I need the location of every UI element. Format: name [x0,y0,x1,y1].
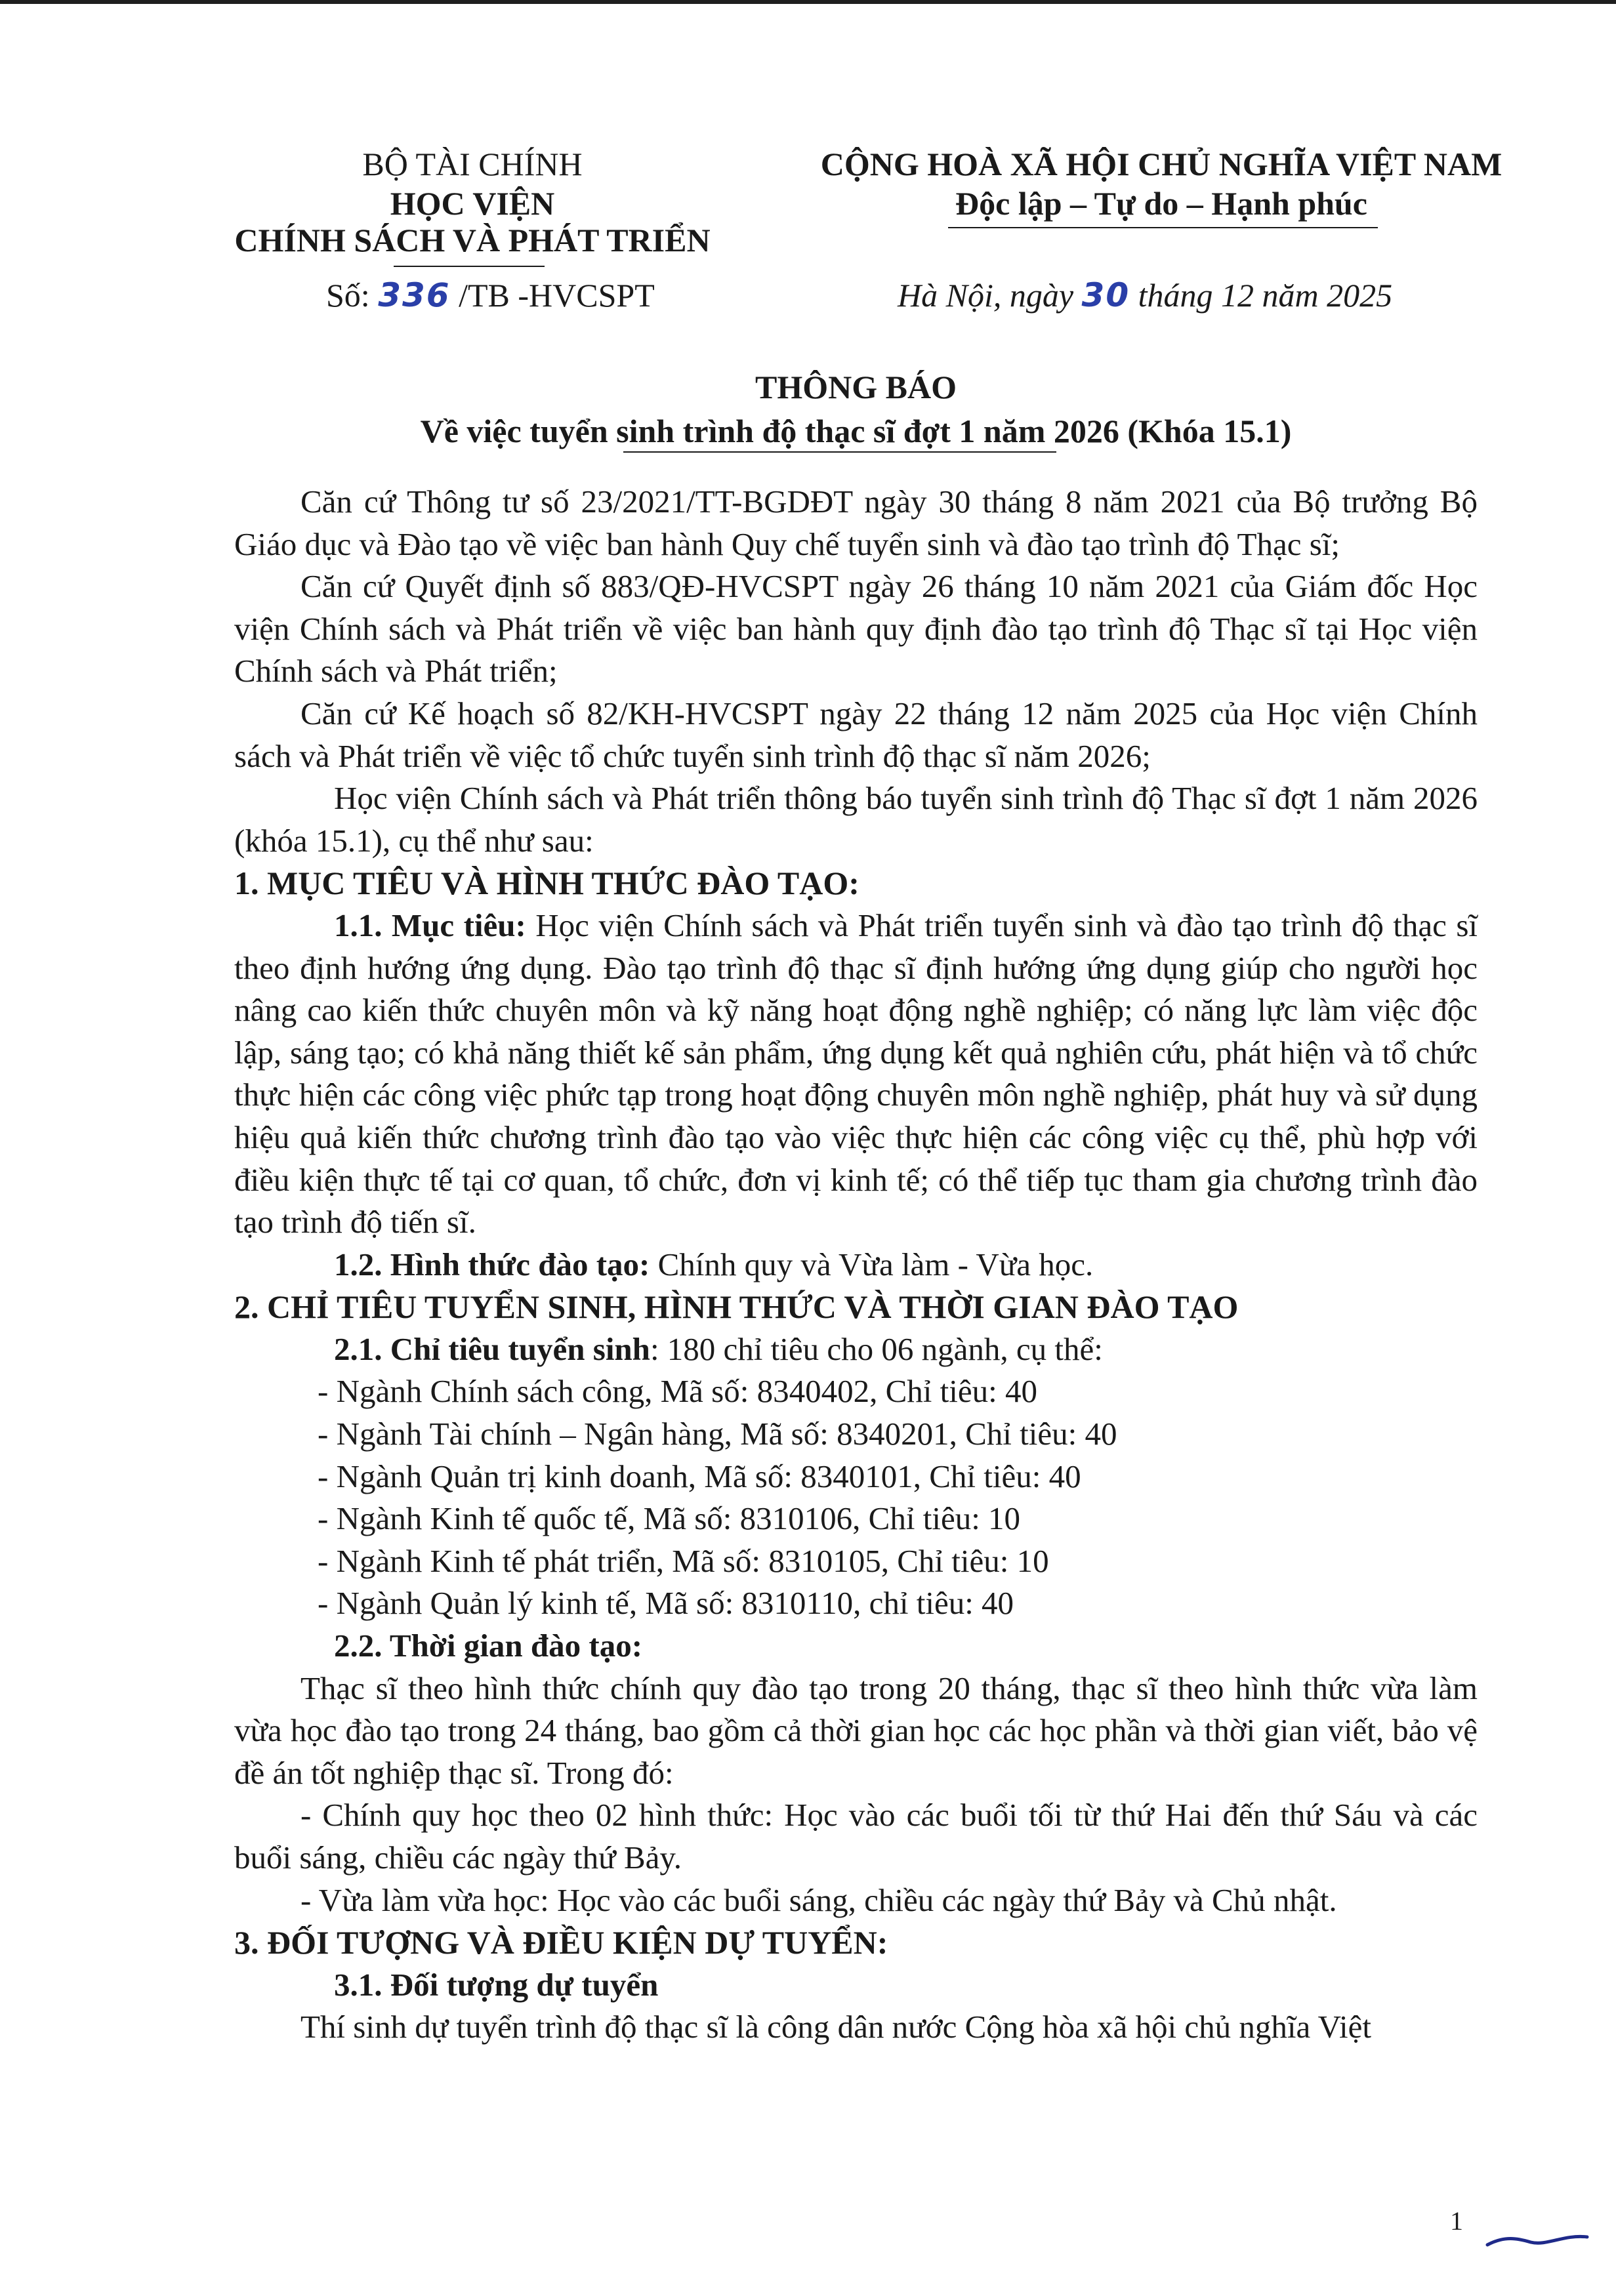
section-1-1-text: Học viện Chính sách và Phát triển tuyển sinh và đào tạo trình độ thạc sĩ theo định hướng ứng dụng. Đào tạo trình độ thạc sĩ định hướng ứng dụng giúp cho người học nâng cao kiến thức chuyên môn và kỹ năng hoạt động nghề nghiệp; có năng lực làm việc độc lập, sáng tạo; có khả năng thiết kế sản phẩm, ứng dụng kết quả nghiên cứu, phát hiện và tổ chức thực hiện các công việc phức tạp trong hoạt động chuyên môn nghề nghiệp, phát huy và sử dụng hiệu quả kiến thức chương trình đào tạo vào việc thực hiện các công việc cụ thể, phù hợp với điều kiện thực tế tại cơ quan, tổ chức, đơn vị kinh tế; có thể tiếp tục tham gia chương trình đào tạo trình độ tiến sĩ. [234,907,1478,1240]
section-3-heading: 3. ĐỐI TƯỢNG VÀ ĐIỀU KIỆN DỰ TUYỂN: [234,1924,888,1961]
section-1-1-label: 1.1. Mục tiêu: [334,907,526,943]
section-1-heading: 1. MỤC TIÊU VÀ HÌNH THỨC ĐÀO TẠO: [234,865,860,902]
academy-name-line1: HỌC VIỆN [390,185,555,222]
academy-name-line2: CHÍNH SÁCH VÀ PHÁT TRIỂN [234,222,711,258]
ministry-name: BỘ TÀI CHÍNH [362,146,583,182]
scan-edge [0,0,1616,4]
date-prefix: Hà Nội, ngày [898,277,1074,314]
section-1-2-paragraph [234,1244,1478,1286]
preamble-paragraph: Căn cứ Quyết định số 883/QĐ-HVCSPT ngày 26 tháng 10 năm 2021 của Giám đốc Học viện Chính sách và Phát triển về việc ban hành quy định đào tạo trình độ Thạc sĩ tại Học viện Chính sách và Phát triển; [234,568,1478,689]
section-1-2-label: 1.2. Hình thức đào tạo: [334,1246,650,1282]
academy-underline [394,266,545,267]
initials-mark-icon [1485,2230,1590,2250]
section-2-1-label: 2.1. Chỉ tiêu tuyển sinh [334,1330,650,1367]
national-motto: Độc lập – Tự do – Hạnh phúc [955,185,1367,222]
country-name: CỘNG HOÀ XÃ HỘI CHỦ NGHĨA VIỆT NAM [820,146,1502,182]
major-item: - Ngành Kinh tế phát triển, Mã số: 8310105, Chỉ tiêu: 10 [318,1542,1049,1579]
document-subtitle: Về việc tuyển sinh trình độ thạc sĩ đợt 1 năm 2026 (Khóa 15.1) [420,413,1292,449]
section-2-heading: 2. CHỈ TIÊU TUYỂN SINH, HÌNH THỨC VÀ THỜI GIAN ĐÀO TẠO [234,1288,1239,1326]
document-number [326,276,655,315]
page-number: 1 [1450,2206,1463,2236]
section-3-1-label: 3.1. Đối tượng dự tuyển [334,1966,659,2003]
major-item: - Ngành Quản trị kinh doanh, Mã số: 8340101, Chỉ tiêu: 40 [318,1458,1081,1494]
major-item: - Ngành Kinh tế quốc tế, Mã số: 8310106, Chỉ tiêu: 10 [318,1500,1021,1537]
section-1-2-text: Chính quy và Vừa làm - Vừa học. [657,1246,1094,1282]
section-2-1-text: : 180 chỉ tiêu cho 06 ngành, cụ thể: [650,1330,1103,1367]
date-day-handwritten: 30 [1081,276,1130,314]
number-handwritten: 336 [378,276,451,314]
section-1-1-paragraph [234,905,1478,1244]
major-item: - Ngành Chính sách công, Mã số: 8340402, Chỉ tiêu: 40 [318,1373,1037,1410]
preamble-paragraph: Học viện Chính sách và Phát triển thông báo tuyển sinh trình độ Thạc sĩ đợt 1 năm 2026 (khóa 15.1), cụ thể như sau: [234,780,1478,859]
major-item: - Ngành Tài chính – Ngân hàng, Mã số: 8340201, Chỉ tiêu: 40 [318,1416,1117,1452]
motto-underline [948,227,1378,228]
section-3-1-paragraph: Thí sinh dự tuyển trình độ thạc sĩ là công dân nước Cộng hòa xã hội chủ nghĩa Việt [300,2009,1372,2045]
number-prefix: Số: [326,277,370,314]
major-item: - Ngành Quản lý kinh tế, Mã số: 8310110, chỉ tiêu: 40 [318,1585,1014,1622]
section-2-2-bullet: - Chính quy học theo 02 hình thức: Học vào các buổi tối từ thứ Hai đến thứ Sáu và các buổi sáng, chiều các ngày thứ Bảy. [234,1797,1478,1876]
section-2-1-paragraph [234,1328,1478,1371]
section-2-2-paragraph: Thạc sĩ theo hình thức chính quy đào tạo trong 20 tháng, thạc sĩ theo hình thức vừa làm vừa học đào tạo trong 24 tháng, bao gồm cả thời gian học các học phần và thời gian viết, bảo vệ đề án tốt nghiệp thạc sĩ. Trong đó: [234,1670,1478,1791]
section-2-2-bullet: - Vừa làm vừa học: Học vào các buổi sáng, chiều các ngày thứ Bảy và Chủ nhật. [300,1881,1337,1918]
subtitle-underline [623,451,1056,453]
section-2-2-label: 2.2. Thời gian đào tạo: [334,1628,643,1664]
document-title: THÔNG BÁO [755,369,957,405]
date-suffix: tháng 12 năm 2025 [1138,277,1393,314]
document-body [234,481,1478,2049]
preamble-paragraph: Căn cứ Kế hoạch số 82/KH-HVCSPT ngày 22 tháng 12 năm 2025 của Học viện Chính sách và Phát triển về việc tổ chức tuyển sinh trình độ thạc sĩ năm 2026; [234,695,1478,774]
number-suffix: /TB -HVCSPT [459,277,655,314]
place-date [898,276,1392,315]
preamble-paragraph: Căn cứ Thông tư số 23/2021/TT-BGDĐT ngày 30 tháng 8 năm 2021 của Bộ trưởng Bộ Giáo dục và Đào tạo về việc ban hành Quy chế tuyển sinh và đào tạo trình độ Thạc sĩ; [234,483,1478,562]
